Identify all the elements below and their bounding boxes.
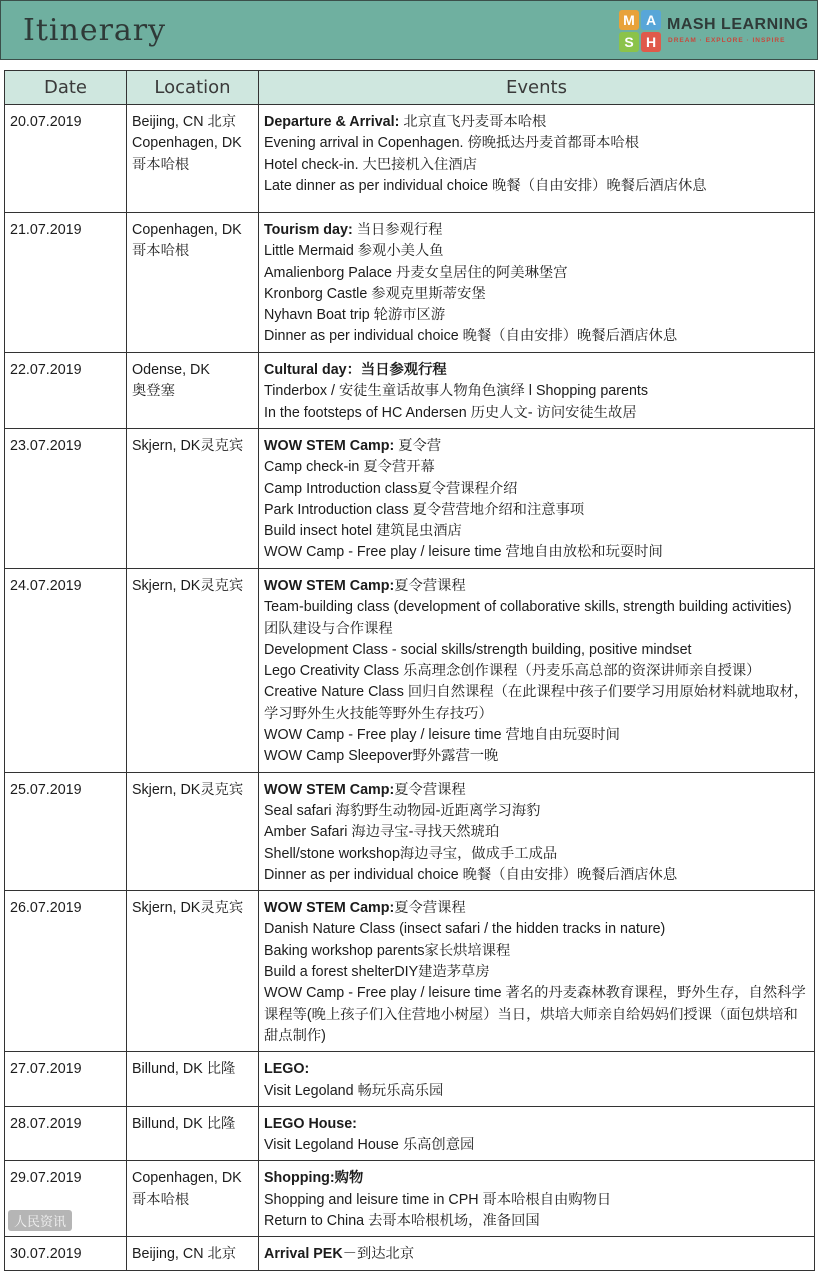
table-row [5,1161,815,1237]
row-location [127,429,259,569]
event-title-suffix: 夏令营课程 [394,578,466,594]
column-header-date: Date [5,71,127,105]
event-title-line [264,1059,809,1080]
event-line: Baking workshop parents家长烘培课程 [264,942,511,959]
row-date: 30.07.2019 [5,1237,127,1270]
column-header-events: Events [259,71,815,105]
event-title: WOW STEM Camp: [264,438,395,454]
event-title: Departure & Arrival: [264,114,400,130]
event-title-line [264,1244,809,1265]
logo-letter: S [619,32,639,52]
location-line: Billund, DK 比隆 [132,1115,236,1132]
row-date: 21.07.2019 [5,213,127,353]
logo-tagline: DREAM · EXPLORE · INSPIRE [668,37,786,44]
location-line: Beijing, CN 北京 [132,1246,237,1263]
location-line: Copenhagen, DK [132,222,242,238]
logo-letter: A [641,10,661,30]
event-line: Amber Safari 海边寻宝-寻找天然琥珀 [264,824,500,841]
event-line: Team-building class (development of collaborative skills, strength building activities) 团队建设与合作课程 [264,599,792,637]
row-location [127,353,259,429]
row-date: 28.07.2019 [5,1106,127,1161]
event-title-line [264,1168,809,1189]
row-location [127,891,259,1052]
table-row [5,569,815,773]
event-title-line [264,1114,809,1135]
row-date: 26.07.2019 [5,891,127,1052]
event-line: Seal safari 海豹野生动物园-近距离学习海豹 [264,802,541,819]
event-line: Evening arrival in Copenhagen. 傍晚抵达丹麦首都哥本哈根 [264,135,640,152]
location-line: 哥本哈根 [132,156,190,173]
event-line: Creative Nature Class 回归自然课程（在此课程中孩子们要学习用原始材料就地取材，学习野外生火技能等野外生存技巧） [264,684,809,722]
row-date: 24.07.2019 [5,569,127,773]
logo-name: MASH LEARNING [667,16,809,33]
row-location [127,772,259,890]
event-line: Late dinner as per individual choice 晚餐（自由安排）晚餐后酒店休息 [264,177,707,194]
column-header-location: Location [127,71,259,105]
table-row [5,772,815,890]
table-row [5,105,815,213]
event-line: Camp Introduction class夏令营课程介绍 [264,480,518,497]
table-row [5,891,815,1052]
row-events [259,772,815,890]
event-title-line [264,360,809,381]
row-date: 25.07.2019 [5,772,127,890]
event-line: WOW Camp Sleepover野外露营一晚 [264,748,499,765]
location-line: Skjern, DK灵克宾 [132,438,244,454]
row-date: 23.07.2019 [5,429,127,569]
mash-learning-logo [619,10,809,54]
row-location [127,1161,259,1237]
event-line: Build a forest shelterDIY建造茅草房 [264,964,490,981]
event-line: Dinner as per individual choice 晚餐（自由安排）晚餐后酒店休息 [264,866,678,883]
row-events [259,213,815,353]
event-title-line [264,436,809,457]
event-line: WOW Camp - Free play / leisure time 营地自由玩耍时间 [264,727,620,744]
watermark: 人民资讯 [8,1210,72,1231]
event-title: LEGO House: [264,1115,357,1132]
itinerary-table [4,70,815,1271]
row-date: 27.07.2019 [5,1052,127,1107]
event-title: Arrival PEK [264,1246,343,1263]
page-header [0,0,818,60]
location-line: 奥登塞 [132,383,175,400]
location-line: Odense, DK [132,362,210,378]
row-events [259,891,815,1052]
table-row [5,1052,815,1107]
table-row [5,1237,815,1270]
row-location [127,1052,259,1107]
event-title-line [264,576,809,597]
event-title-suffix: 当日参观行程 [352,222,443,238]
location-line: Copenhagen, DK [132,135,242,152]
event-line: WOW Camp - Free play / leisure time 著名的丹麦森林教育课程，野外生存，自然科学课程等(晚上孩子们入住营地小树屋）当日，烘培大师亲自给妈妈们授课（面包烘培和甜点制作) [264,985,806,1044]
event-line: Shopping and leisure time in CPH 哥本哈根自由购物日 [264,1191,612,1208]
event-title: Tourism day: [264,222,353,238]
event-line: Little Mermaid 参观小美人鱼 [264,243,444,260]
location-line: Skjern, DK灵克宾 [132,578,244,594]
itinerary-rows [5,105,815,1271]
logo-grid-icon [619,10,661,52]
row-location [127,105,259,213]
event-line: Amalienborg Palace 丹麦女皇居住的阿美琳堡宫 [264,264,568,281]
table-row [5,353,815,429]
event-title-line [264,780,809,801]
row-location [127,1237,259,1270]
table-row [5,1106,815,1161]
row-events [259,569,815,773]
row-location [127,569,259,773]
event-title: Shopping:购物 [264,1170,364,1187]
event-title-suffix: 夏令营课程 [394,900,466,917]
event-line: Camp check-in 夏令营开幕 [264,459,435,476]
event-line: Development Class - social skills/strength building, positive mindset [264,641,692,658]
row-location [127,213,259,353]
event-title: WOW STEM Camp: [264,578,395,594]
row-events [259,1161,815,1237]
event-line: Hotel check-in. 大巴接机入住酒店 [264,156,477,173]
logo-letter: M [619,10,639,30]
event-title-suffix: 夏令营课程 [394,781,466,798]
location-line: Skjern, DK灵克宾 [132,900,244,917]
logo-letter: H [641,32,661,52]
event-title-suffix: 夏令营 [394,438,442,454]
row-date: 29.07.2019 [5,1161,127,1237]
page-title: Itinerary [23,13,167,48]
event-line: Danish Nature Class (insect safari / the hidden tracks in nature) [264,921,666,938]
event-title-suffix: 北京直飞丹麦哥本哈根 [399,114,547,130]
event-line: Build insect hotel 建筑昆虫酒店 [264,523,462,540]
event-title: Cultural day：当日参观行程 [264,362,447,378]
location-line: Billund, DK 比隆 [132,1061,236,1078]
location-line: 哥本哈根 [132,243,190,260]
event-line: Kronborg Castle 参观克里斯蒂安堡 [264,285,486,302]
event-line: Dinner as per individual choice 晚餐（自由安排）晚餐后酒店休息 [264,328,678,345]
event-line: Return to China 去哥本哈根机场，准备回国 [264,1213,540,1230]
location-line: Skjern, DK灵克宾 [132,781,244,798]
event-title-line [264,898,809,919]
event-line: Tinderbox / 安徒生童话故事人物角色演绎 l Shopping parents [264,383,649,400]
event-line: Visit Legoland 畅玩乐高乐园 [264,1082,444,1099]
event-line: Park Introduction class 夏令营营地介绍和注意事项 [264,501,585,518]
event-title: WOW STEM Camp: [264,900,395,917]
table-header-row [5,71,815,105]
table-row [5,429,815,569]
event-line: WOW Camp - Free play / leisure time 营地自由放松和玩耍时间 [264,544,663,561]
row-date: 22.07.2019 [5,353,127,429]
row-events [259,1106,815,1161]
location-line: 哥本哈根 [132,1191,190,1208]
location-line: Copenhagen, DK [132,1170,242,1187]
event-title-suffix: －到达北京 [342,1246,415,1263]
row-events [259,353,815,429]
location-line: Beijing, CN 北京 [132,114,237,130]
event-line: Nyhavn Boat trip 轮游市区游 [264,307,446,324]
row-date: 20.07.2019 [5,105,127,213]
event-title: LEGO: [264,1061,310,1078]
event-title-line [264,220,809,241]
event-title: WOW STEM Camp: [264,781,395,798]
row-location [127,1106,259,1161]
row-events [259,1052,815,1107]
event-line: In the footsteps of HC Andersen 历史人文- 访问安徒生故居 [264,404,637,421]
row-events [259,105,815,213]
table-row [5,213,815,353]
row-events [259,429,815,569]
row-events [259,1237,815,1270]
event-title-line [264,112,809,133]
event-line: Lego Creativity Class 乐高理念创作课程（丹麦乐高总部的资深讲师亲自授课） [264,663,761,680]
event-line: Shell/stone workshop海边寻宝，做成手工成品 [264,845,558,862]
event-line: Visit Legoland House 乐高创意园 [264,1137,475,1154]
